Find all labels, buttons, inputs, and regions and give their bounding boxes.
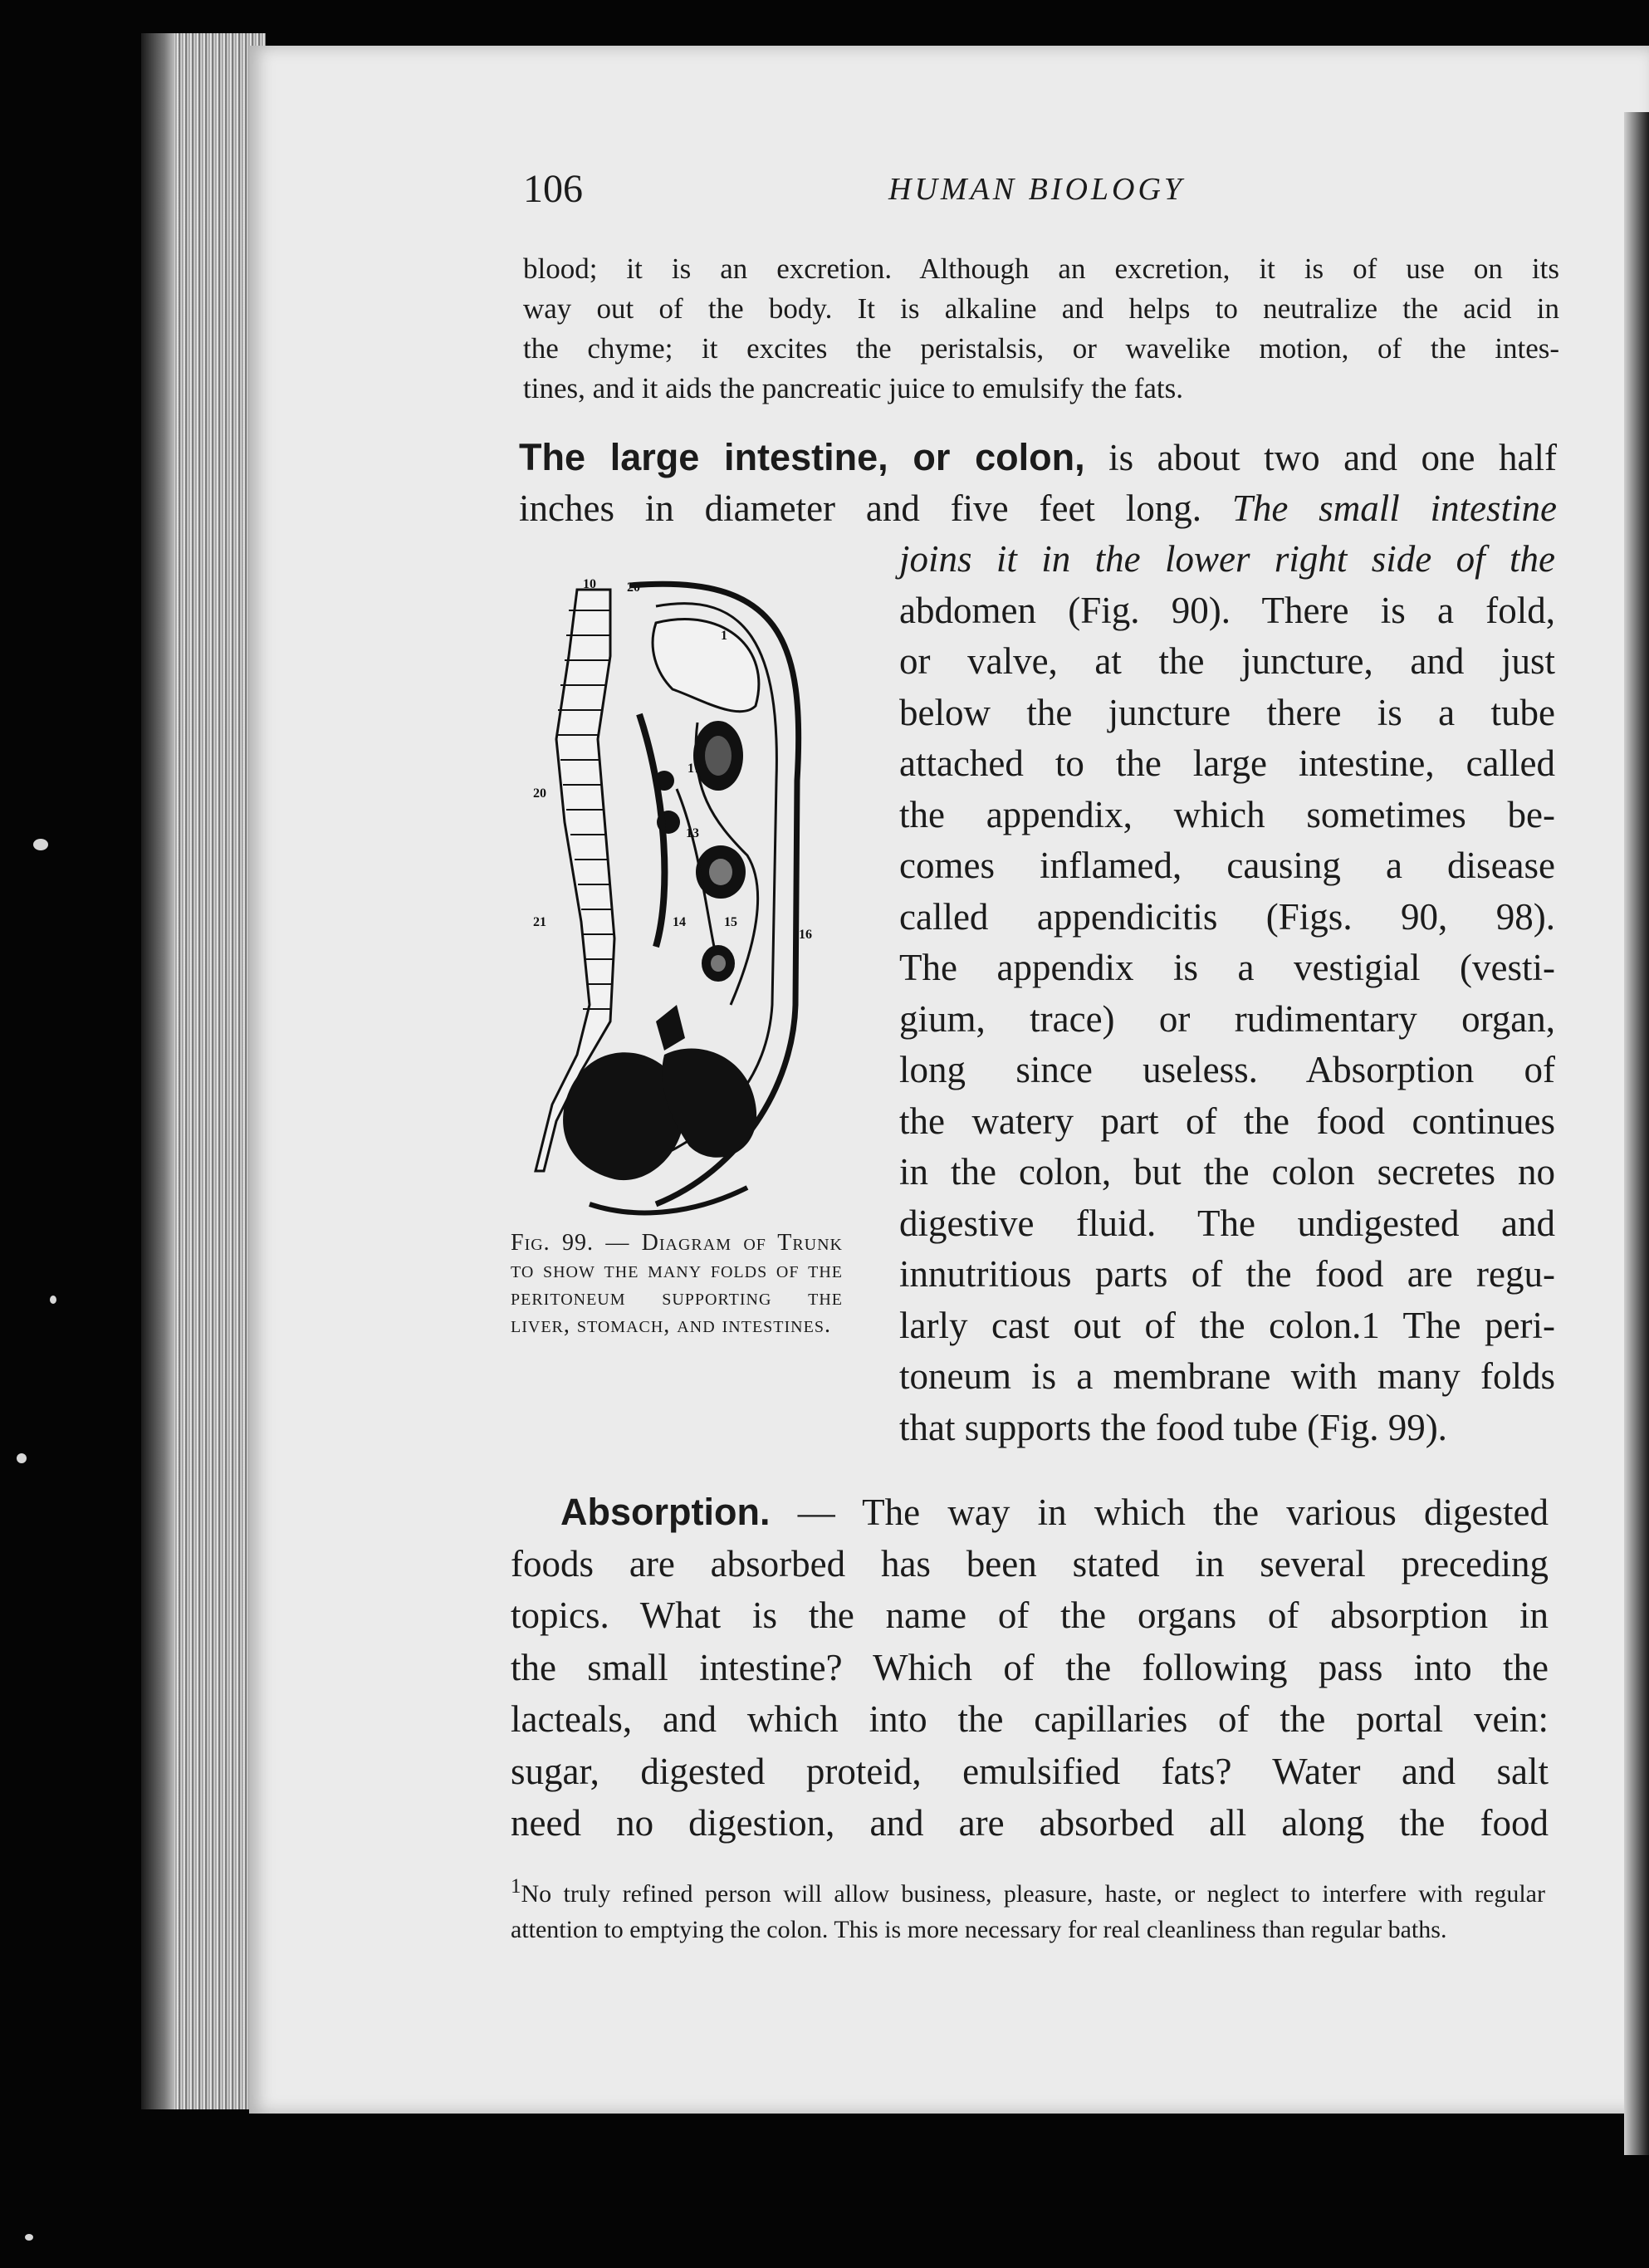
- scan-speck: [25, 2234, 33, 2241]
- figure-caption-text: Trunk to show the many folds of the peritoneum supporting the liver, stomach, and intestines.: [511, 1230, 843, 1338]
- text-line: comes inflamed, causing a disease: [899, 845, 1555, 886]
- paragraph-bile: [523, 249, 1559, 404]
- figure-label: 10: [583, 577, 596, 591]
- text-line: gium, trace) or rudimentary organ,: [899, 997, 1555, 1040]
- paragraph-large-intestine-column: [899, 534, 1555, 1448]
- footnote-text: No truly refined person will allow business, pleasure, haste, or neglect to interfere with regular attention to emptying the colon. This is more necessary for real cleanliness than regular baths.: [511, 1880, 1545, 1943]
- text-line: the small intestine? Which of the following pass into the: [511, 1646, 1549, 1688]
- figure-label: 20: [533, 786, 546, 801]
- figure-trunk-diagram: [531, 573, 839, 1221]
- page-header: [523, 166, 1569, 216]
- figure-label: 1: [721, 629, 727, 643]
- text-line: tines, and it aids the pancreatic juice to emulsify the fats.: [523, 372, 1184, 404]
- text-line: lacteals, and which into the capillaries of the portal vein:: [511, 1698, 1549, 1740]
- figure-label: 17: [687, 762, 701, 776]
- text-line: attached to the large intestine, called: [899, 742, 1555, 784]
- text-line: larly cast out of the colon.1 The peri-: [899, 1304, 1555, 1346]
- figure-label: 21: [533, 915, 546, 929]
- figure-label: 16: [799, 928, 812, 942]
- text-line: way out of the body. It is alkaline and helps to neutralize the acid in: [523, 292, 1559, 325]
- text-line: digestive fluid. The undigested and: [899, 1202, 1555, 1244]
- text-line: the appendix, which sometimes be-: [899, 793, 1555, 835]
- text-line: toneum is a membrane with many folds: [899, 1355, 1555, 1397]
- figure-label: 13: [686, 826, 699, 840]
- figure-caption: [511, 1229, 843, 1339]
- figure-label: 20: [627, 580, 640, 595]
- text-line: long since useless. Absorption of: [899, 1049, 1555, 1090]
- page-right-shadow: [1624, 112, 1649, 2155]
- paragraph-absorption: [511, 1487, 1549, 1844]
- text-line: sugar, digested proteid, emulsified fats? Water and salt: [511, 1750, 1549, 1792]
- text-line: in the colon, but the colon secretes no: [899, 1151, 1555, 1193]
- text-line: The appendix is a vestigial (vesti-: [899, 947, 1555, 988]
- footnote: [511, 1869, 1545, 1947]
- paragraph-large-intestine: [519, 432, 1557, 529]
- section-heading-absorption: Absorption.: [560, 1491, 771, 1533]
- text-line: Absorption. — The way in which the various digested: [560, 1491, 1549, 1533]
- text-line: called appendicitis (Figs. 90, 98).: [899, 895, 1555, 938]
- text-line: blood; it is an excretion. Although an excretion, it is of use on its: [523, 252, 1559, 285]
- figure-label: 14: [673, 915, 686, 929]
- text-line: the watery part of the food continues: [899, 1100, 1555, 1142]
- text-line: inches in diameter and five feet long. The small intestine: [519, 487, 1557, 529]
- text-line: that supports the food tube (Fig. 99).: [899, 1406, 1447, 1448]
- peritoneum-diagram: [531, 573, 839, 1221]
- text-line: innutritious parts of the food are regu-: [899, 1253, 1555, 1295]
- text-line: or valve, at the juncture, and just: [899, 640, 1555, 682]
- text-line: topics. What is the name of the organs of absorption in: [511, 1594, 1549, 1636]
- text-line: the chyme; it excites the peristalsis, or wavelike motion, of the intes-: [523, 332, 1559, 365]
- figure-caption-label: Fig. 99. — Diagram of: [511, 1230, 766, 1256]
- scan-speck: [17, 1453, 27, 1463]
- text-line: The large intestine, or colon, is about two and one half: [519, 436, 1557, 478]
- text-line: abdomen (Fig. 90). There is a fold,: [899, 589, 1555, 631]
- figure-label: 15: [724, 915, 737, 929]
- footnote-marker: 1: [511, 1875, 521, 1898]
- text-line: foods are absorbed has been stated in several preceding: [511, 1542, 1549, 1585]
- scan-speck: [33, 839, 48, 850]
- scan-speck: [50, 1296, 56, 1304]
- book-spine-shadow: [141, 33, 174, 2109]
- running-head: HUMAN BIOLOGY: [888, 172, 1186, 207]
- text-line: below the juncture there is a tube: [899, 691, 1555, 733]
- section-heading-large-intestine: The large intestine, or colon,: [519, 436, 1085, 478]
- text-line: need no digestion, and are absorbed all along the food: [511, 1802, 1549, 1844]
- page-number: 106: [523, 167, 583, 211]
- text-line: joins it in the lower right side of the: [899, 538, 1555, 580]
